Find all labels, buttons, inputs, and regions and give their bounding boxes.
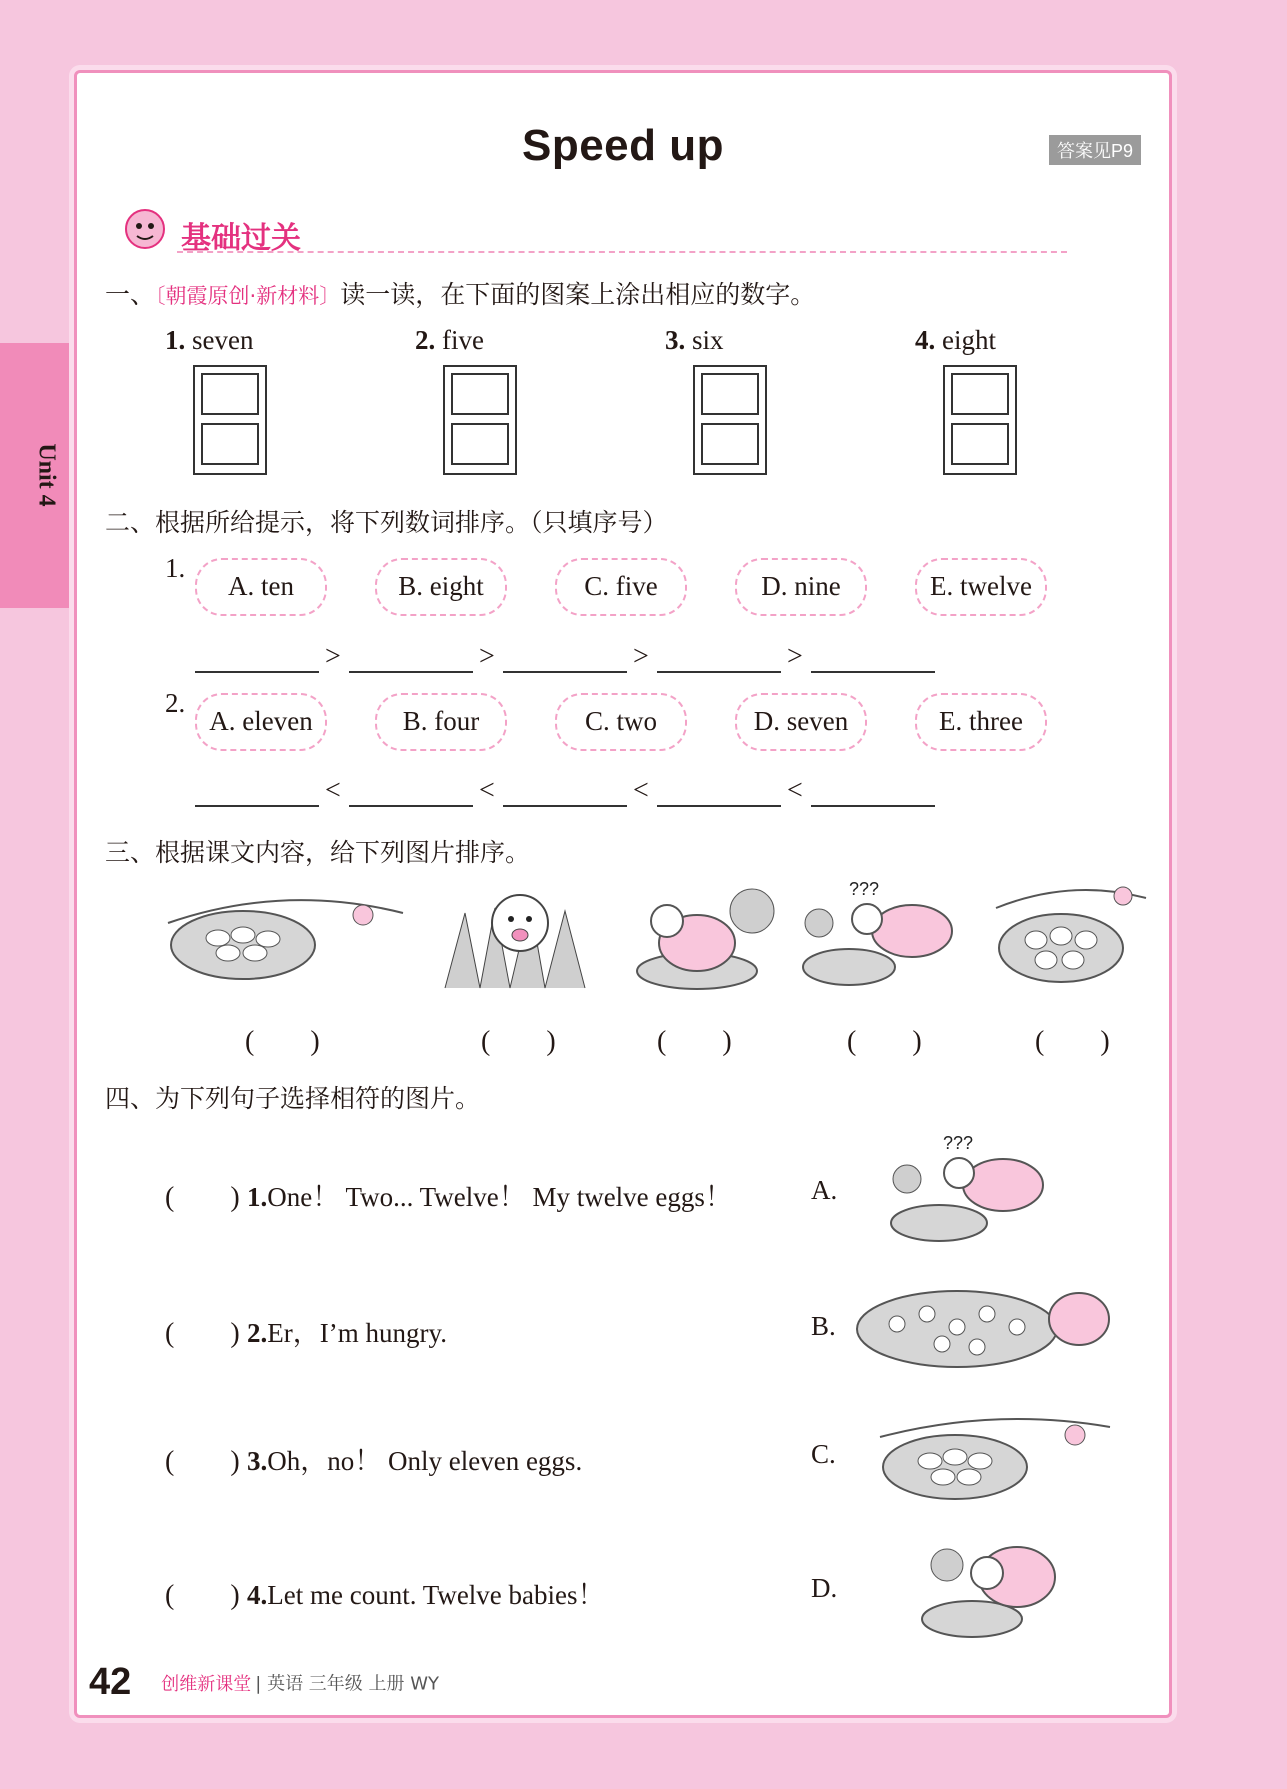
- answer-blank[interactable]: [657, 647, 781, 673]
- option-cloud: C. two: [555, 693, 687, 751]
- digit-grid[interactable]: [693, 365, 767, 475]
- q4-sentence-2: 2.Er，I’m hungry.: [247, 1318, 447, 1348]
- question-marks: ???: [849, 879, 880, 899]
- picture-hen-on-nest: [627, 883, 787, 993]
- question-1: [105, 275, 815, 311]
- answer-paren[interactable]: ( ): [165, 1580, 240, 1611]
- q4-sentence-3: 3.Oh，no！ Only eleven eggs.: [247, 1446, 583, 1476]
- book-info: | 英语 三年级 上册 WY: [255, 1673, 440, 1695]
- worksheet-page: [74, 70, 1172, 1718]
- answer-paren[interactable]: ( ): [657, 1026, 732, 1057]
- q2-row-2-number: 2.: [165, 688, 186, 718]
- option-cloud: B. four: [375, 693, 507, 751]
- answer-paren[interactable]: ( ): [1035, 1026, 1110, 1057]
- order-symbol: >: [787, 641, 803, 672]
- book-title: 创维新课堂: [161, 1673, 252, 1695]
- option-cloud: B. eight: [375, 558, 507, 616]
- picture-d-counting-hen: [917, 1529, 1067, 1639]
- q1-item-1: 1. seven: [165, 325, 254, 355]
- order-symbol: <: [479, 775, 495, 806]
- order-symbol: >: [633, 641, 649, 672]
- answer-blank[interactable]: [811, 781, 935, 807]
- q2-row-1-number: 1.: [165, 553, 186, 583]
- digit-grid[interactable]: [943, 365, 1017, 475]
- answer-blank[interactable]: [503, 647, 627, 673]
- option-label-a: A.: [811, 1175, 838, 1205]
- picture-nest-with-eggs: [163, 883, 413, 993]
- answer-paren[interactable]: ( ): [165, 1446, 240, 1477]
- answer-paren[interactable]: ( ): [165, 1182, 240, 1213]
- option-cloud: A. eleven: [195, 693, 327, 751]
- q1-tag: 〔朝霞原创·新材料〕: [155, 284, 341, 308]
- page-number: 42: [89, 1661, 132, 1703]
- option-cloud: E. three: [915, 693, 1047, 751]
- order-symbol: <: [633, 775, 649, 806]
- question-3: 三、根据课文内容，给下列图片排序。: [105, 838, 531, 867]
- option-label-d: D.: [811, 1573, 838, 1603]
- q1-item-2: 2. five: [415, 325, 484, 355]
- option-cloud: D. seven: [735, 693, 867, 751]
- question-marks: ???: [943, 1133, 974, 1153]
- picture-hen-in-grass: [435, 883, 605, 993]
- q1-item-4: 4. eight: [915, 325, 996, 355]
- answer-blank[interactable]: [195, 781, 319, 807]
- q1-text: 读一读，在下面的图案上涂出相应的数字。: [340, 280, 816, 309]
- option-label-b: B.: [811, 1311, 836, 1341]
- picture-chicks-hatching: [991, 878, 1151, 993]
- section-label: 基础过关: [181, 221, 301, 256]
- answer-blank[interactable]: [195, 647, 319, 673]
- picture-c-nest: [875, 1407, 1115, 1507]
- option-cloud: E. twelve: [915, 558, 1047, 616]
- answer-blank[interactable]: [503, 781, 627, 807]
- picture-confused-hen: [797, 873, 977, 993]
- answer-blank[interactable]: [349, 647, 473, 673]
- option-cloud: C. five: [555, 558, 687, 616]
- option-cloud: A. ten: [195, 558, 327, 616]
- section-divider: [177, 251, 1067, 253]
- order-symbol: <: [325, 775, 341, 806]
- q4-sentence-4: 4.Let me count. Twelve babies！: [247, 1580, 605, 1610]
- answer-paren[interactable]: ( ): [847, 1026, 922, 1057]
- picture-a-confused-hen: [883, 1127, 1063, 1247]
- q4-sentence-1: 1.One！ Two... Twelve！ My twelve eggs！: [247, 1182, 732, 1212]
- unit-label: Unit 4: [33, 443, 60, 507]
- order-symbol: >: [325, 641, 341, 672]
- answer-reference: 答案见P9: [1049, 135, 1141, 165]
- answer-blank[interactable]: [657, 781, 781, 807]
- order-symbol: >: [479, 641, 495, 672]
- q1-prefix: 一、: [105, 280, 156, 309]
- digit-grid[interactable]: [193, 365, 267, 475]
- option-cloud: D. nine: [735, 558, 867, 616]
- answer-paren[interactable]: ( ): [165, 1318, 240, 1349]
- answer-blank[interactable]: [349, 781, 473, 807]
- mascot-icon: [117, 205, 175, 255]
- page-title: Speed up: [521, 121, 725, 170]
- section-heading: [117, 205, 1117, 255]
- order-symbol: <: [787, 775, 803, 806]
- q1-item-3: 3. six: [665, 325, 724, 355]
- question-4: 四、为下列句子选择相符的图片。: [105, 1084, 481, 1113]
- answer-blank[interactable]: [811, 647, 935, 673]
- picture-b-chicks: [847, 1269, 1127, 1379]
- answer-paren[interactable]: ( ): [245, 1026, 320, 1057]
- question-2: 二、根据所给提示，将下列数词排序。（只填序号）: [105, 508, 668, 537]
- digit-grid[interactable]: [443, 365, 517, 475]
- option-label-c: C.: [811, 1439, 836, 1469]
- answer-paren[interactable]: ( ): [481, 1026, 556, 1057]
- page-footer: [89, 1661, 439, 1704]
